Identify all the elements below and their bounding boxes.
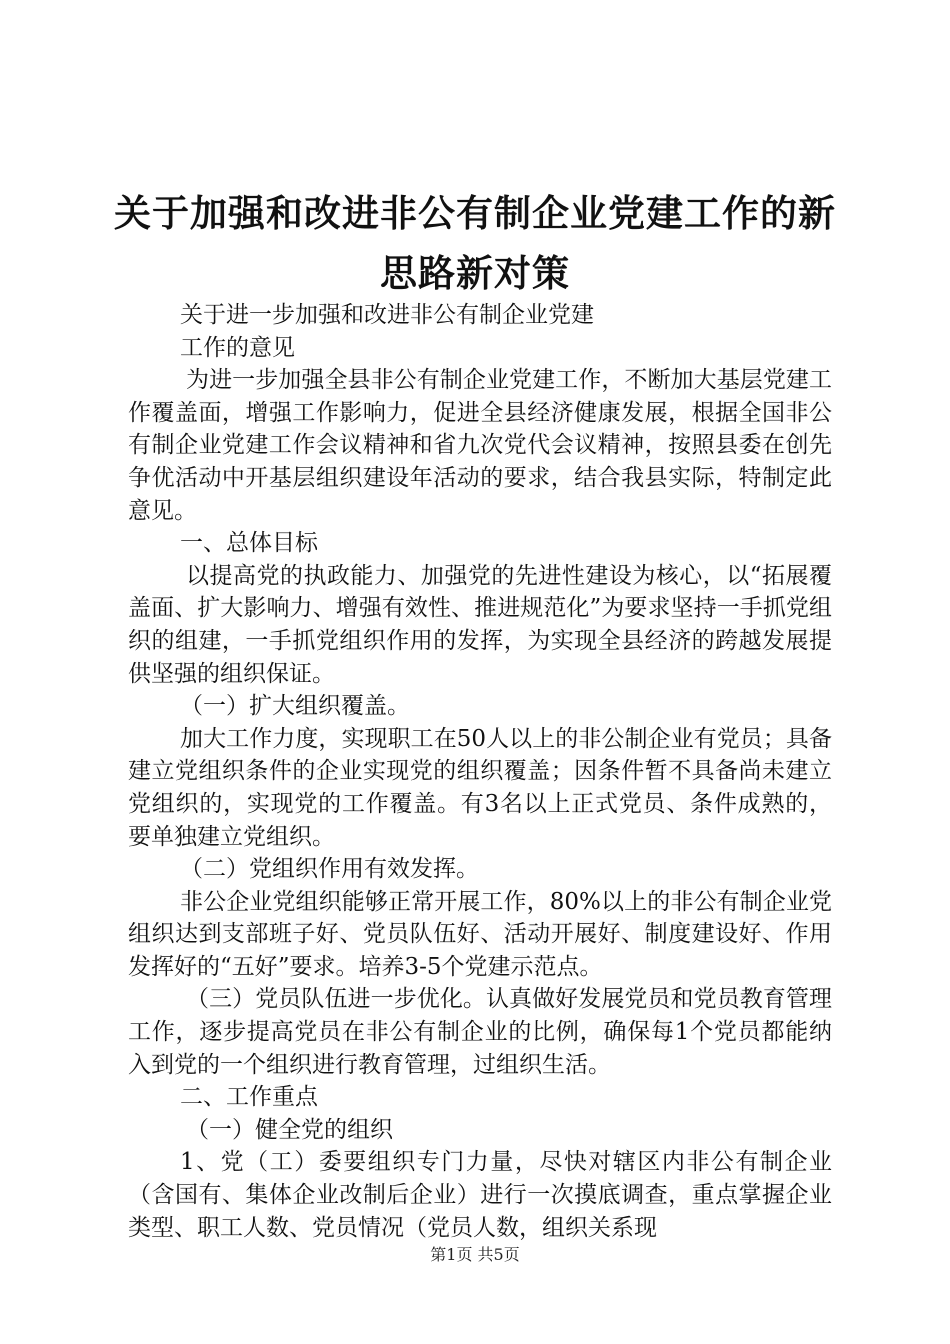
document-body xyxy=(128,299,832,1244)
paragraph-item-1: 1、党（工）委要组织专门力量，尽快对辖区内非公有制企业（含国有、集体企业改制后企业）进行一次摸底调查，重点掌握企业类型、职工人数、党员情况（党员人数，组织关系现 xyxy=(128,1149,832,1241)
paragraph-members: （三）党员队伍进一步优化。认真做好发展党员和党员教育管理工作，逐步提高党员在非公有制企业的比例，确保每1个党员都能纳入到党的一个组织进行教育管理，过组织生活。 xyxy=(128,986,832,1078)
section-heading-2: 二、工作重点 xyxy=(180,1084,318,1111)
document-title: 关于加强和改进非公有制企业党建工作的新思路新对策 xyxy=(114,191,836,295)
paragraph-goal: 以提高党的执政能力、加强党的先进性建设为核心，以“拓展覆盖面、扩大影响力、增强有效性、推进规范化”为要求坚持一手抓党组织的组建，一手抓党组织作用的发挥，为实现全县经济的跨越发展提供坚强的组织保证。 xyxy=(128,562,832,687)
subtitle-line-2: 工作的意见 xyxy=(180,334,295,361)
subheading-3: （一）健全党的组织 xyxy=(186,1116,393,1143)
paragraph-role: 非公企业党组织能够正常开展工作，80%以上的非公有制企业党组织达到支部班子好、党员队伍好、活动开展好、制度建设好、作用发挥好的“五好”要求。培养3-5个党建示范点。 xyxy=(128,888,832,980)
paragraph-coverage: 加大工作力度，实现职工在50人以上的非公制企业有党员；具备建立党组织条件的企业实现党的组织覆盖；因条件暂不具备尚未建立党组织的，实现党的工作覆盖。有3名以上正式党员、条件成熟的，要单独建立党组织。 xyxy=(128,725,832,850)
subtitle-line-1: 关于进一步加强和改进非公有制企业党建 xyxy=(180,302,594,328)
subheading-2: （二）党组织作用有效发挥。 xyxy=(180,856,479,883)
subheading-1: （一）扩大组织覆盖。 xyxy=(180,693,410,720)
paragraph-intro: 为进一步加强全县非公有制企业党建工作，不断加大基层党建工作覆盖面，增强工作影响力，促进全县经济健康发展，根据全国非公有制企业党建工作会议精神和省九次党代会议精神，按照县委在创先争优活动中开基层组织建设年活动的要求，结合我县实际，特制定此意见。 xyxy=(128,367,832,524)
page-footer: 第1页 共5页 xyxy=(430,1245,520,1264)
section-heading-1: 一、总体目标 xyxy=(180,530,318,557)
